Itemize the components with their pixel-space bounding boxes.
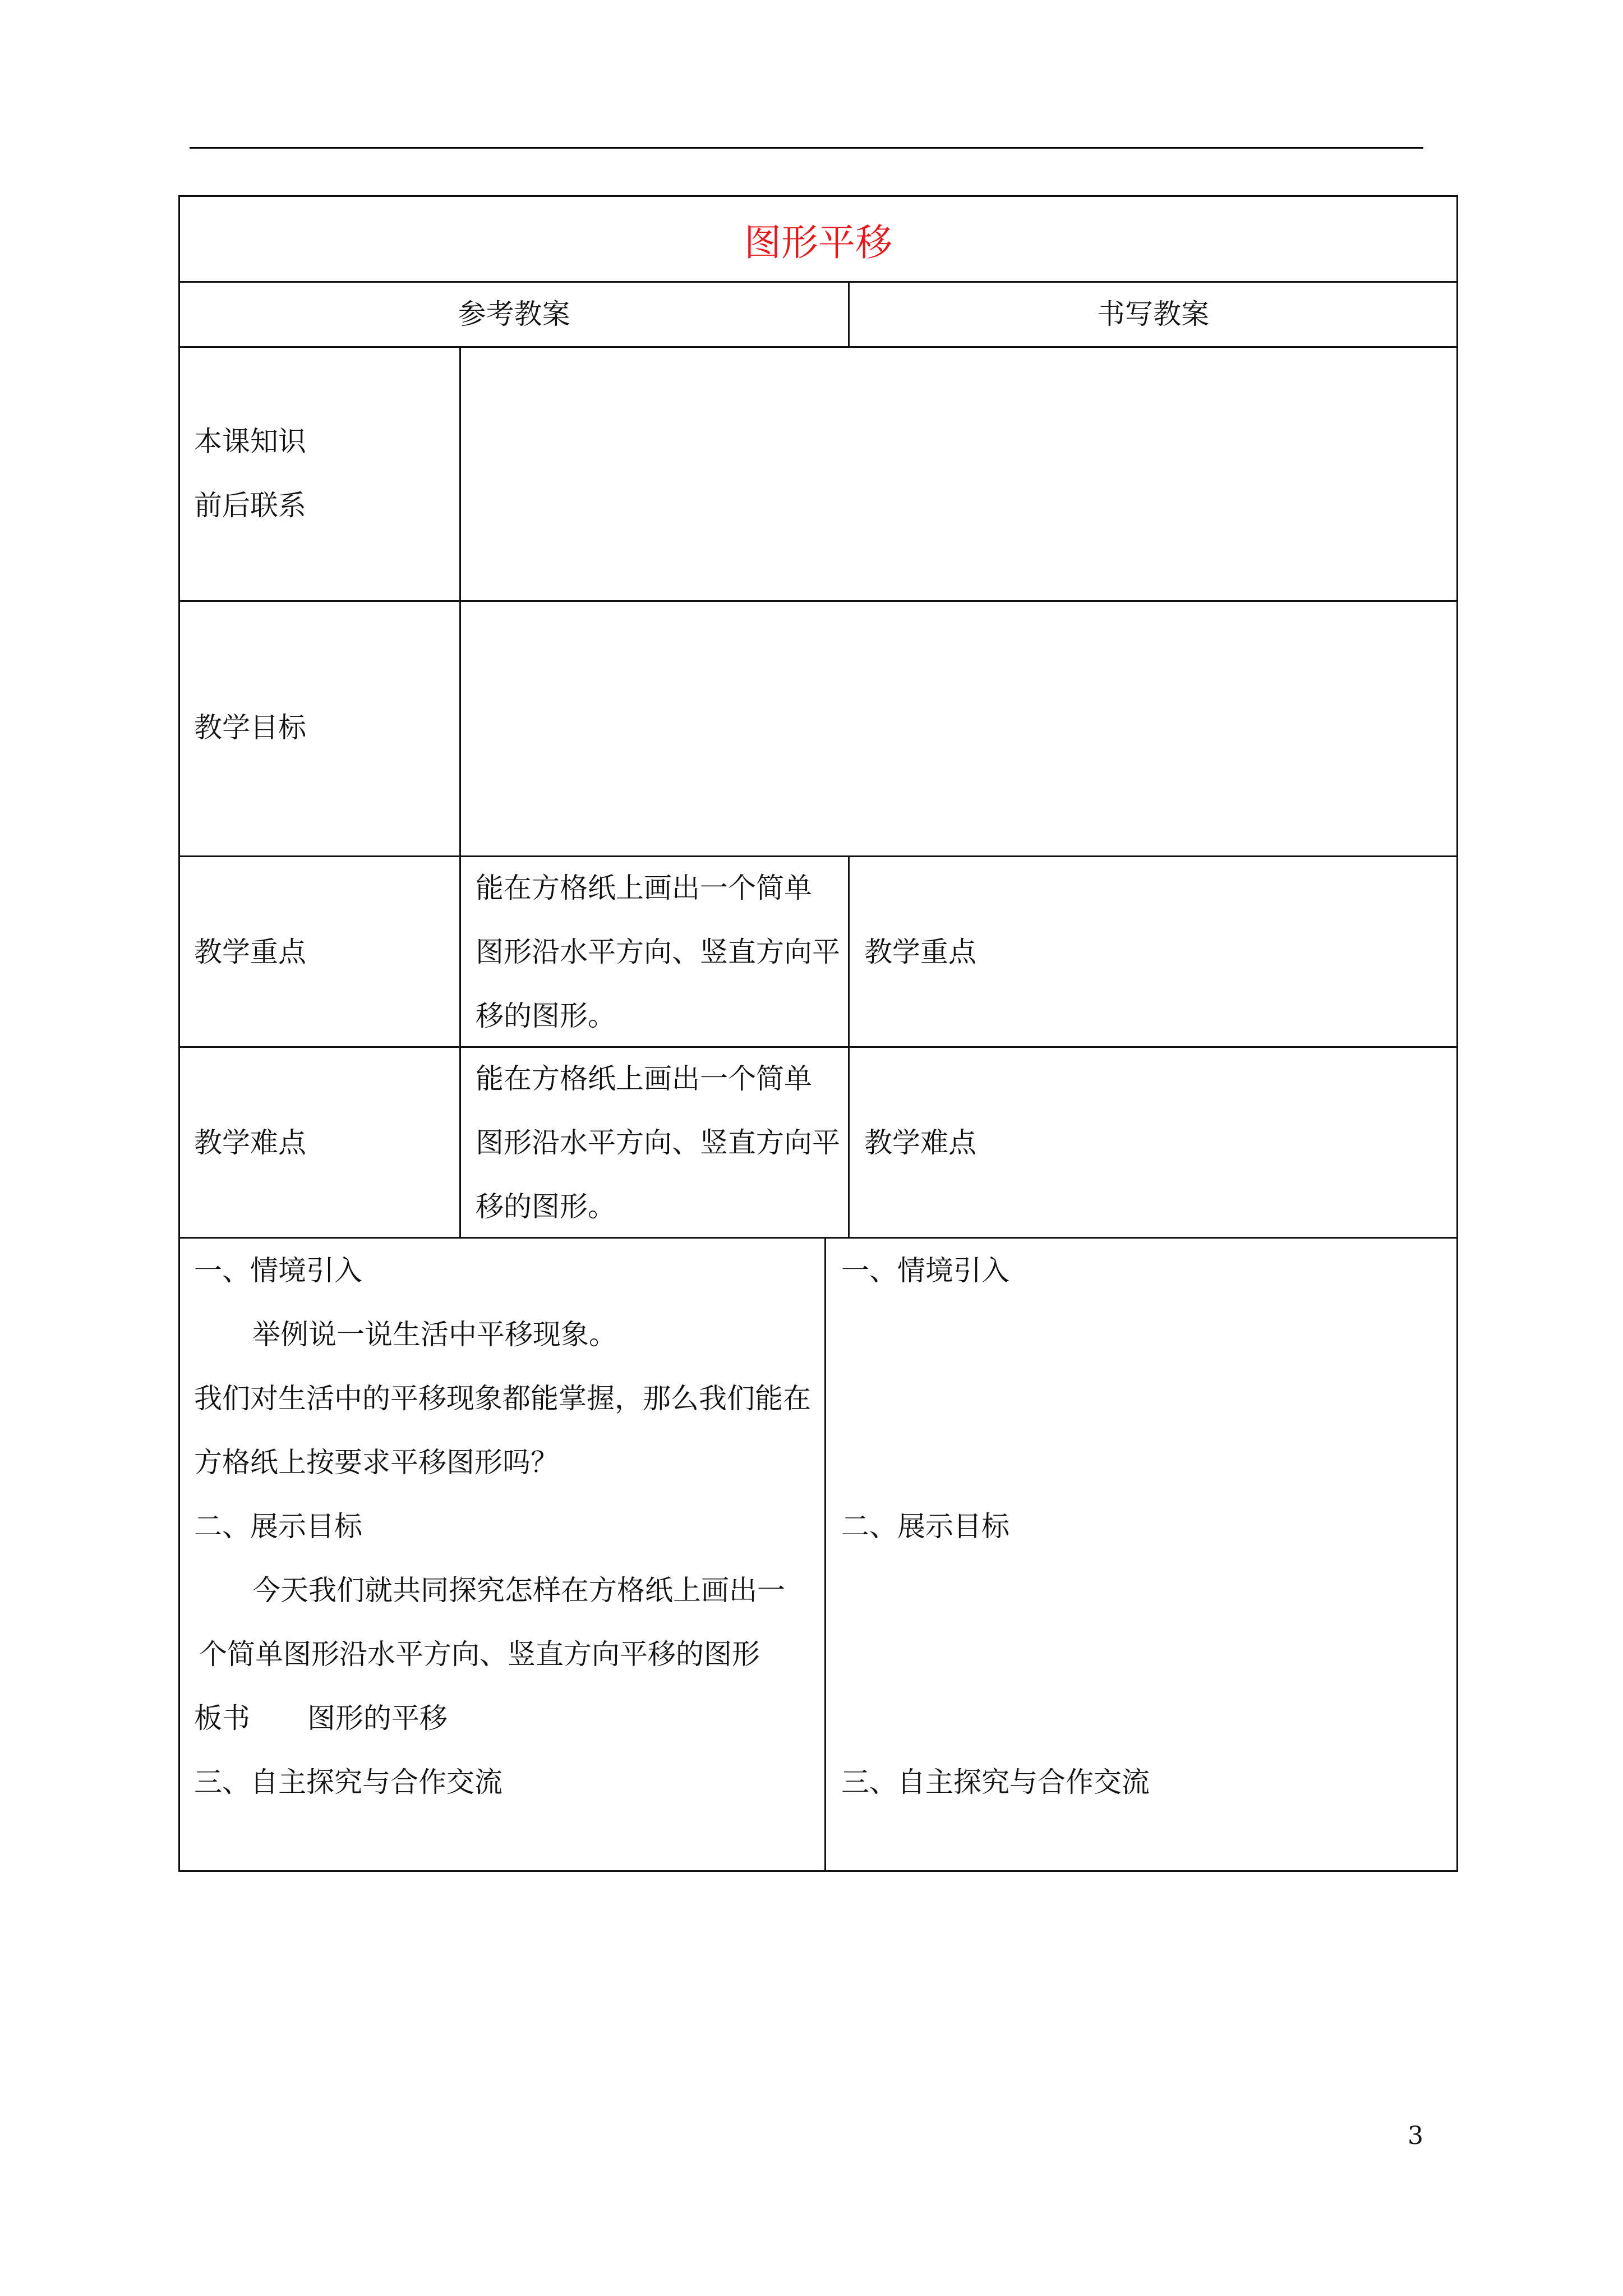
process-right-s1-heading: 一、情境引入	[841, 1254, 1009, 1287]
goals-content-cell[interactable]	[461, 602, 1456, 855]
knowledge-label-line2: 前后联系	[194, 489, 306, 522]
knowledge-label-line1: 本课知识	[194, 425, 306, 458]
key-point-content-line3: 移的图形。	[476, 1000, 616, 1032]
difficulty-content-line2: 图形沿水平方向、竖直方向平	[476, 1126, 840, 1159]
process-left-board-text: 图形的平移	[307, 1702, 448, 1734]
process-left-s1-line3: 方格纸上按要求平移图形吗？	[194, 1446, 559, 1479]
content-column-divider	[848, 855, 850, 1239]
page-number: 3	[1408, 2122, 1423, 2150]
process-column-divider	[824, 1237, 826, 1872]
goals-label: 教学目标	[194, 711, 306, 744]
process-left-s1-line1: 举例说一说生活中平移现象。	[252, 1318, 617, 1351]
key-point-label: 教学重点	[194, 936, 306, 968]
process-left-s1-heading: 一、情境引入	[194, 1254, 362, 1287]
process-right-s3-heading: 三、自主探究与合作交流	[841, 1766, 1150, 1798]
process-left-s2-line1: 今天我们就共同探究怎样在方格纸上画出一	[252, 1574, 785, 1607]
process-left-s3-heading: 三、自主探究与合作交流	[194, 1766, 502, 1798]
rule-below-goals	[178, 855, 1458, 857]
header-rule	[190, 147, 1423, 149]
process-left-s1-line2: 我们对生活中的平移现象都能掌握，那么我们能在	[194, 1382, 811, 1415]
key-point-content-line2: 图形沿水平方向、竖直方向平	[476, 936, 840, 968]
key-point-right-label: 教学重点	[864, 936, 976, 968]
difficulty-content-line3: 移的图形。	[476, 1190, 616, 1223]
key-point-content-line1: 能在方格纸上画出一个简单	[476, 872, 812, 904]
difficulty-right-label: 教学难点	[864, 1126, 976, 1159]
column-header-writing: 书写教案	[1097, 298, 1209, 330]
process-right-s2-heading: 二、展示目标	[841, 1510, 1009, 1543]
rule-below-key-point	[178, 1046, 1458, 1048]
process-left-s2-heading: 二、展示目标	[194, 1510, 362, 1543]
process-left-s2-line2: 个简单图形沿水平方向、竖直方向平移的图形	[199, 1638, 760, 1671]
process-left-board-label: 板书	[194, 1702, 250, 1734]
page-title: 图形平移	[744, 220, 892, 264]
difficulty-content-line1: 能在方格纸上画出一个简单	[476, 1062, 812, 1095]
knowledge-content-cell[interactable]	[461, 348, 1456, 600]
column-header-reference: 参考教案	[458, 298, 570, 330]
difficulty-label: 教学难点	[194, 1126, 306, 1159]
